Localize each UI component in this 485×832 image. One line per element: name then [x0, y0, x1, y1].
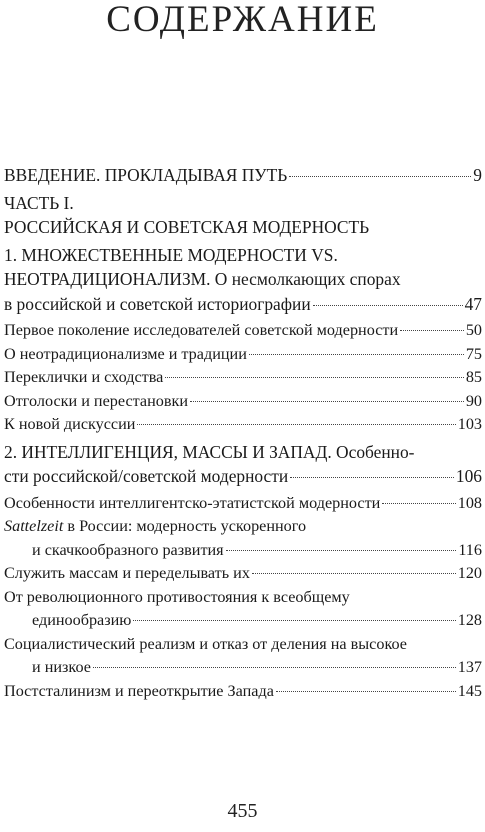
toc-entry-label — [4, 515, 306, 539]
toc-entry-label: и скачкообразного развития — [32, 540, 224, 559]
toc-entry-page: 50 — [465, 321, 482, 339]
toc-entry-label: О неотрадиционализме и традиции — [4, 344, 247, 363]
dot-leader — [133, 620, 455, 621]
toc-entry-label: Постсталинизм и переоткрытие Запада — [4, 681, 274, 700]
toc-entry-label: Социалистический реализм и отказ от деления на высокое — [4, 634, 407, 653]
toc-entry-page: 120 — [457, 564, 482, 582]
toc-section[interactable] — [4, 586, 482, 610]
toc-entry-label: единообразию — [32, 611, 132, 629]
toc-section[interactable] — [4, 492, 482, 516]
toc-entry-page: 9 — [473, 165, 482, 185]
toc-entry-page: 128 — [457, 611, 482, 629]
toc-chapter-1-line-2[interactable] — [4, 267, 482, 292]
dot-leader — [93, 667, 456, 668]
part-number: ЧАСТЬ I. — [4, 192, 74, 213]
toc-entry-label: Первое поколение исследователей советской модерности — [4, 321, 399, 339]
toc-entry-label: От революционного противостояния к всеобщему — [4, 587, 350, 606]
toc-chapter-2-line-1[interactable] — [4, 440, 482, 465]
toc-entry-page: 85 — [465, 368, 482, 386]
toc-section-continuation[interactable] — [4, 539, 482, 563]
toc-entry-page: 90 — [465, 391, 482, 410]
toc-entry-page: 106 — [455, 466, 482, 486]
toc-section[interactable] — [4, 413, 482, 437]
toc-entry-page: 47 — [464, 293, 482, 314]
page-number: 455 — [227, 800, 258, 822]
toc-section[interactable] — [4, 366, 482, 390]
part-title: РОССИЙСКАЯ И СОВЕТСКАЯ МОДЕРНОСТЬ — [4, 217, 370, 237]
chapter-title: НЕОТРАДИЦИОНАЛИЗМ. О несмолкающих спорах — [4, 269, 401, 289]
toc-section[interactable] — [4, 680, 482, 704]
dot-leader — [400, 330, 464, 331]
toc-section[interactable] — [4, 390, 482, 414]
toc-entry-label-text: в России: модерность ускоренного — [63, 517, 307, 535]
toc-entry-label: Переклички и сходства — [4, 368, 164, 386]
toc-entry-label: ВВЕДЕНИЕ. ПРОКЛАДЫВАЯ ПУТЬ — [4, 165, 288, 185]
dot-leader — [190, 401, 464, 402]
chapter-title: 1. МНОЖЕСТВЕННЫЕ МОДЕРНОСТИ VS. — [4, 244, 338, 265]
chapter-title: в российской и советской историографии — [4, 293, 311, 314]
dot-leader — [382, 503, 455, 504]
toc-entry-page: 145 — [457, 681, 482, 700]
toc-entry-page: 75 — [465, 344, 482, 363]
toc-entry-label: Особенности интеллигентско-этатистской модерности — [4, 493, 381, 512]
toc-entry-page: 137 — [457, 658, 482, 676]
dot-leader — [226, 550, 457, 551]
dot-leader — [289, 176, 471, 177]
toc-chapter-2-line-2[interactable] — [4, 464, 482, 489]
toc-part-heading — [4, 191, 482, 216]
toc-part-title — [4, 215, 482, 240]
toc-chapter-1-line-1[interactable] — [4, 243, 482, 268]
dot-leader — [137, 424, 455, 425]
dot-leader — [290, 477, 454, 478]
dot-leader — [249, 354, 464, 355]
italic-term: Sattelzeit — [4, 517, 64, 535]
page-title: СОДЕРЖАНИЕ — [106, 0, 379, 40]
toc-entry-label: Служить массам и переделывать их — [4, 564, 250, 582]
toc-section[interactable] — [4, 562, 482, 586]
toc-entry-page: 108 — [457, 493, 482, 512]
chapter-title: сти российской/советской модерности — [4, 466, 289, 486]
toc-section[interactable] — [4, 515, 482, 539]
toc-entry-label: и низкое — [32, 658, 91, 676]
toc-entry-introduction[interactable] — [4, 163, 482, 188]
dot-leader — [276, 691, 456, 692]
toc-section-continuation[interactable] — [4, 656, 482, 680]
dot-leader — [252, 573, 456, 574]
toc-section[interactable] — [4, 343, 482, 367]
dot-leader — [165, 377, 463, 378]
toc-entry-label: Отголоски и перестановки — [4, 391, 189, 410]
toc-entry-page: 116 — [458, 540, 482, 559]
dot-leader — [313, 305, 463, 306]
toc-section-continuation[interactable] — [4, 609, 482, 633]
toc-section[interactable] — [4, 319, 482, 343]
table-of-contents — [4, 163, 482, 703]
toc-chapter-1-line-3[interactable] — [4, 292, 482, 317]
toc-entry-page: 103 — [457, 415, 482, 433]
toc-entry-label: К новой дискуссии — [4, 415, 136, 433]
toc-section[interactable] — [4, 633, 482, 657]
chapter-title: 2. ИНТЕЛЛИГЕНЦИЯ, МАССЫ И ЗАПАД. Особеннo- — [4, 441, 415, 462]
